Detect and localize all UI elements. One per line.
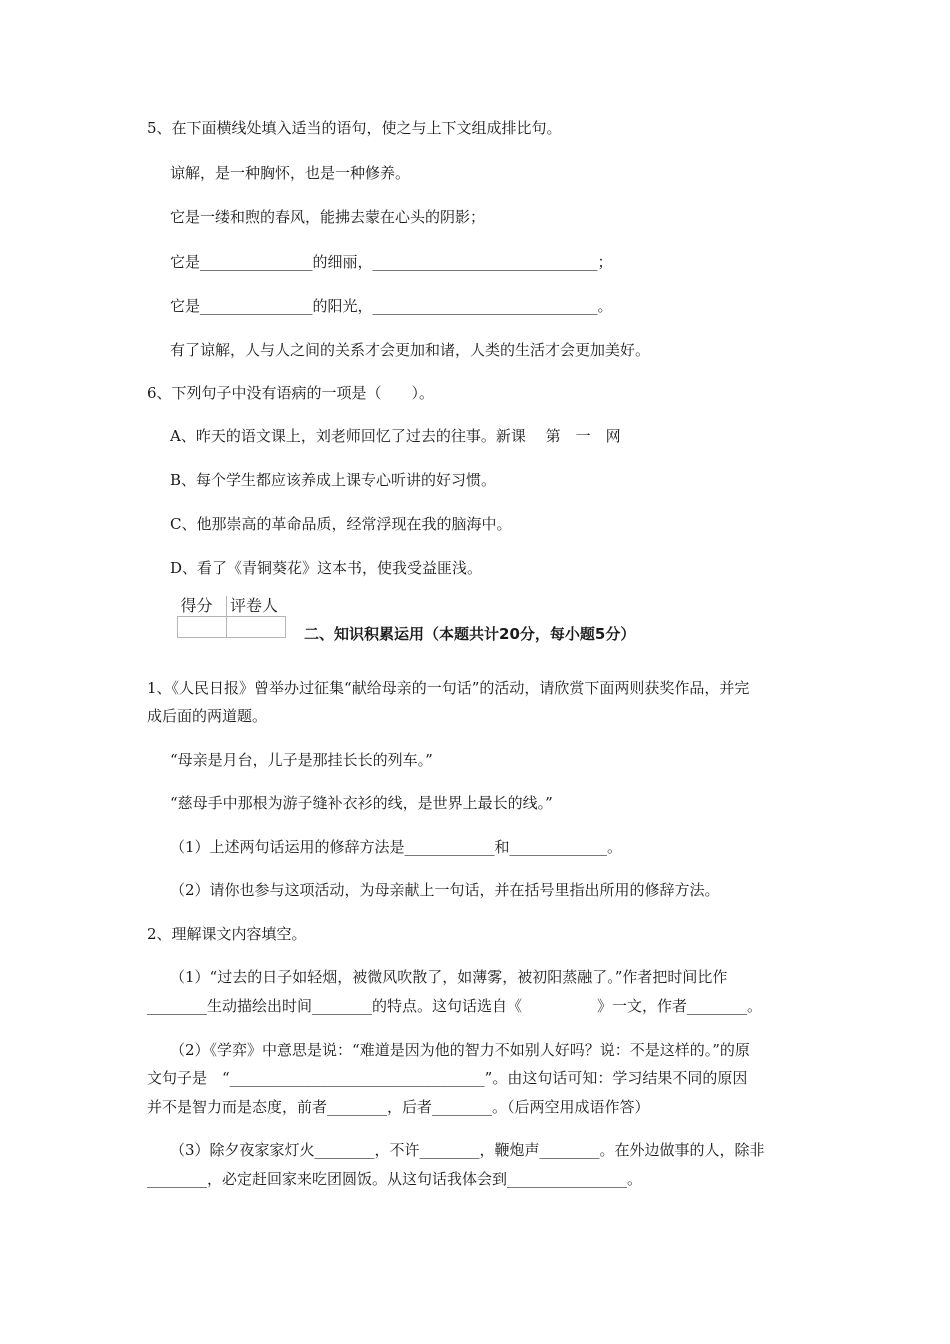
s2q1-sub-1: （1）上述两句话运用的修辞方法是____________和_____________。 — [170, 838, 623, 856]
s2q2-title: 2、理解课文内容填空。 — [147, 925, 307, 943]
score-cell — [178, 617, 227, 638]
q6-title: 6、下列句子中没有语病的一项是（ ）。 — [147, 384, 435, 402]
section-2-title: 二、知识积累运用（本题共计20分，每小题5分） — [304, 625, 636, 643]
s2q2-p1-line-1: （1）“过去的日子如轻烟，被微风吹散了，如薄雾，被初阳蒸融了。”作者把时间比作 — [170, 968, 728, 986]
score-box — [177, 596, 286, 638]
s2q1-sub-2: （2）请你也参与这项活动，为母亲献上一句话，并在括号里指出所用的修辞方法。 — [170, 881, 720, 899]
grader-label: 评卷人 — [227, 596, 286, 617]
q6-option-a: A、昨天的语文课上，刘老师回忆了过去的往事。新课 第 一 网 — [170, 427, 621, 445]
score-label: 得分 — [178, 596, 227, 617]
q5-line-4: 它是_______________的阳光，______________________________。 — [170, 297, 613, 315]
s2q2-p3-line-1: （3）除夕夜家家灯火________，不许________，鞭炮声________。在外边做事的人，除非 — [170, 1141, 765, 1159]
q6-option-d: D、看了《青铜葵花》这本书，使我受益匪浅。 — [170, 559, 483, 577]
q5-line-2: 它是一缕和煦的春风，能拂去蒙在心头的阴影； — [170, 208, 486, 226]
s2q2-p2-line-2: 文句子是 “__________________________________”。由这句话可知：学习结果不同的原因 — [147, 1069, 748, 1087]
s2q2-p2-line-3: 并不是智力而是态度，前者________，后者________。（后两空用成语作答） — [147, 1098, 650, 1116]
q5-line-1: 谅解，是一种胸怀，也是一种修养。 — [170, 164, 411, 182]
grader-cell — [227, 617, 286, 638]
q5-line-3: 它是_______________的细丽，______________________________； — [170, 253, 613, 271]
q5-line-5: 有了谅解，人与人之间的关系才会更加和诸，人类的生活才会更加美好。 — [170, 341, 651, 359]
s2q1-quote-1: “母亲是月台，儿子是那挂长长的列车。” — [170, 751, 433, 769]
s2q1-quote-2: “慈母手中那根为游子缝补衣衫的线，是世界上最长的线。” — [170, 794, 553, 812]
s2q2-p2-line-1: （2）《学弈》中意思是说：“难道是因为他的智力不如别人好吗？说：不是这样的。”的原 — [170, 1041, 750, 1059]
q5-title: 5、在下面横线处填入适当的语句，使之与上下文组成排比句。 — [147, 119, 562, 137]
q6-option-c: C、他那崇高的革命品质，经常浮现在我的脑海中。 — [170, 515, 512, 533]
s2q1-line-1: 1、《人民日报》曾举办过征集“献给母亲的一句话”的活动，请欣赏下面两则获奖作品，并完 — [147, 679, 750, 697]
s2q1-line-2: 成后面的两道题。 — [147, 707, 268, 725]
q6-option-b: B、每个学生都应该养成上课专心听讲的好习惯。 — [170, 471, 497, 489]
s2q2-p1-line-2: ________生动描绘出时间________的特点。这句话选自《 》一文，作者________。 — [147, 997, 763, 1015]
s2q2-p3-line-2: ________，必定赶回家来吃团圆饭。从这句话我体会到________________。 — [147, 1170, 643, 1188]
